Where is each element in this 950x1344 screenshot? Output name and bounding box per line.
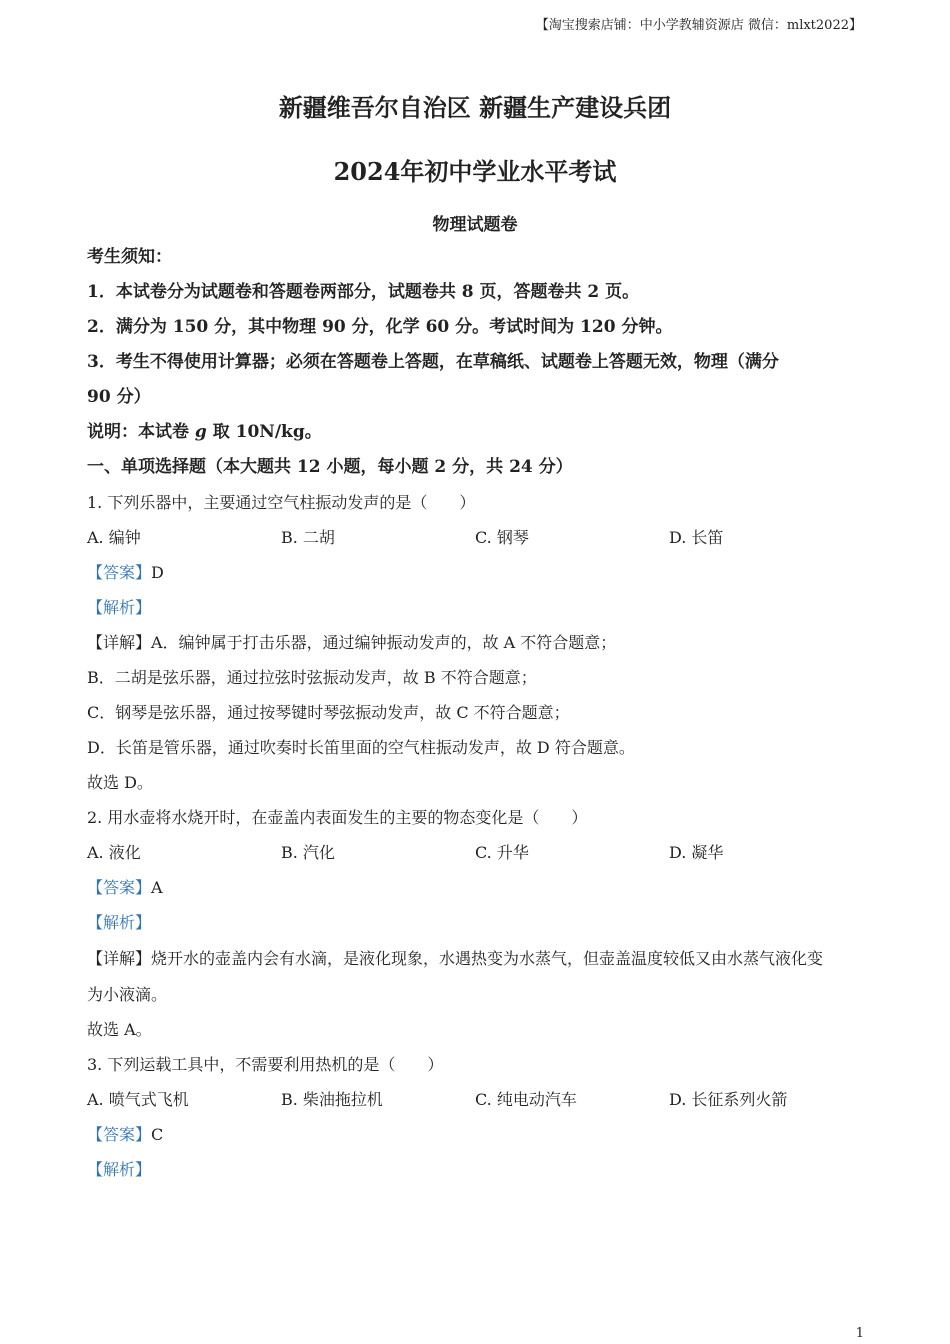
question-2-conclusion: 故选 A。 (87, 1020, 152, 1039)
question-2-options (87, 835, 863, 870)
question-3-stem: 3. 下列运载工具中，不需要利用热机的是（ ） (87, 1055, 444, 1074)
question-1-detail-1 (87, 625, 863, 660)
question-3-options (87, 1082, 863, 1117)
question-2-option-a: A. 液化 (87, 843, 141, 862)
detail-tag: 【详解】 (87, 949, 152, 968)
analysis-tag: 【解析】 (87, 598, 152, 617)
question-1-detail-3: C．钢琴是弦乐器，通过按琴键时琴弦振动发声，故 C 不符合题意； (87, 703, 570, 722)
page-number: 1 (855, 1326, 864, 1341)
question-1-options (87, 520, 863, 555)
notice-item-3-cont: 90 分） (87, 387, 151, 407)
question-2-option-d: D. 凝华 (669, 843, 724, 862)
answer-value: A (151, 878, 163, 897)
question-3-option-d: D. 长征系列火箭 (669, 1090, 788, 1109)
note-g-symbol: g (194, 422, 207, 442)
question-1-option-d: D. 长笛 (669, 528, 724, 547)
analysis-tag: 【解析】 (87, 1160, 152, 1179)
title-subject: 物理试题卷 (432, 215, 518, 235)
note-prefix: 说明：本试卷 (87, 422, 195, 442)
question-1-option-c: C. 钢琴 (475, 528, 529, 547)
detail-text: 烧开水的壶盖内会有水滴，是液化现象，水遇热变为水蒸气，但壶盖温度较低又由水蒸气液化变 (151, 949, 824, 968)
answer-tag: 【答案】 (87, 563, 152, 582)
analysis-tag: 【解析】 (87, 913, 152, 932)
answer-tag: 【答案】 (87, 878, 152, 897)
question-2-stem: 2. 用水壶将水烧开时，在壶盖内表面发生的主要的物态变化是（ ） (87, 808, 588, 827)
question-2-detail-1 (87, 940, 863, 977)
question-3-option-c: C. 纯电动汽车 (475, 1090, 577, 1109)
section-heading: 一、单项选择题（本大题共 12 小题，每小题 2 分，共 24 分） (87, 457, 573, 477)
answer-value: C (151, 1125, 164, 1144)
question-2-detail-2: 为小液滴。 (87, 985, 168, 1004)
question-1-answer (87, 555, 863, 590)
title-exam: 2024年初中学业水平考试 (333, 157, 617, 186)
document-body (87, 240, 863, 1187)
answer-value: D (151, 563, 164, 582)
question-2-option-c: C. 升华 (475, 843, 529, 862)
title-region: 新疆维吾尔自治区 新疆生产建设兵团 (278, 93, 672, 122)
question-2-option-b: B. 汽化 (281, 843, 335, 862)
question-3-option-b: B. 柴油拖拉机 (281, 1090, 383, 1109)
question-1-detail-4: D．长笛是管乐器，通过吹奏时长笛里面的空气柱振动发声，故 D 符合题意。 (87, 738, 635, 757)
notice-item-1: 1．本试卷分为试题卷和答题卷两部分，试题卷共 8 页，答题卷共 2 页。 (87, 282, 640, 302)
question-2-answer (87, 870, 863, 905)
question-1-conclusion: 故选 D。 (87, 773, 153, 792)
question-1-option-b: B. 二胡 (281, 528, 335, 547)
answer-tag: 【答案】 (87, 1125, 152, 1144)
question-1-option-a: A. 编钟 (87, 528, 141, 547)
question-1-detail-2: B．二胡是弦乐器，通过拉弦时弦振动发声，故 B 不符合题意； (87, 668, 537, 687)
question-3-option-a: A. 喷气式飞机 (87, 1090, 189, 1109)
header-note: 【淘宝搜索店铺：中小学教辅资源店 微信：mlxt2022】 (535, 18, 862, 33)
question-1-stem: 1. 下列乐器中，主要通过空气柱振动发声的是（ ） (87, 493, 476, 512)
notice-heading: 考生须知： (87, 247, 172, 267)
notice-item-3: 3．考生不得使用计算器；必须在答题卷上答题，在草稿纸、试题卷上答题无效，物理（满分 (87, 352, 779, 372)
notice-item-2: 2．满分为 150 分，其中物理 90 分，化学 60 分。考试时间为 120 分钟。 (87, 317, 673, 337)
note-suffix: 取 10N/kg。 (206, 422, 322, 442)
question-3-answer (87, 1117, 863, 1152)
note-line (87, 415, 863, 450)
detail-text: A．编钟属于打击乐器，通过编钟振动发声的，故 A 不符合题意； (151, 633, 617, 652)
detail-tag: 【详解】 (87, 633, 152, 652)
